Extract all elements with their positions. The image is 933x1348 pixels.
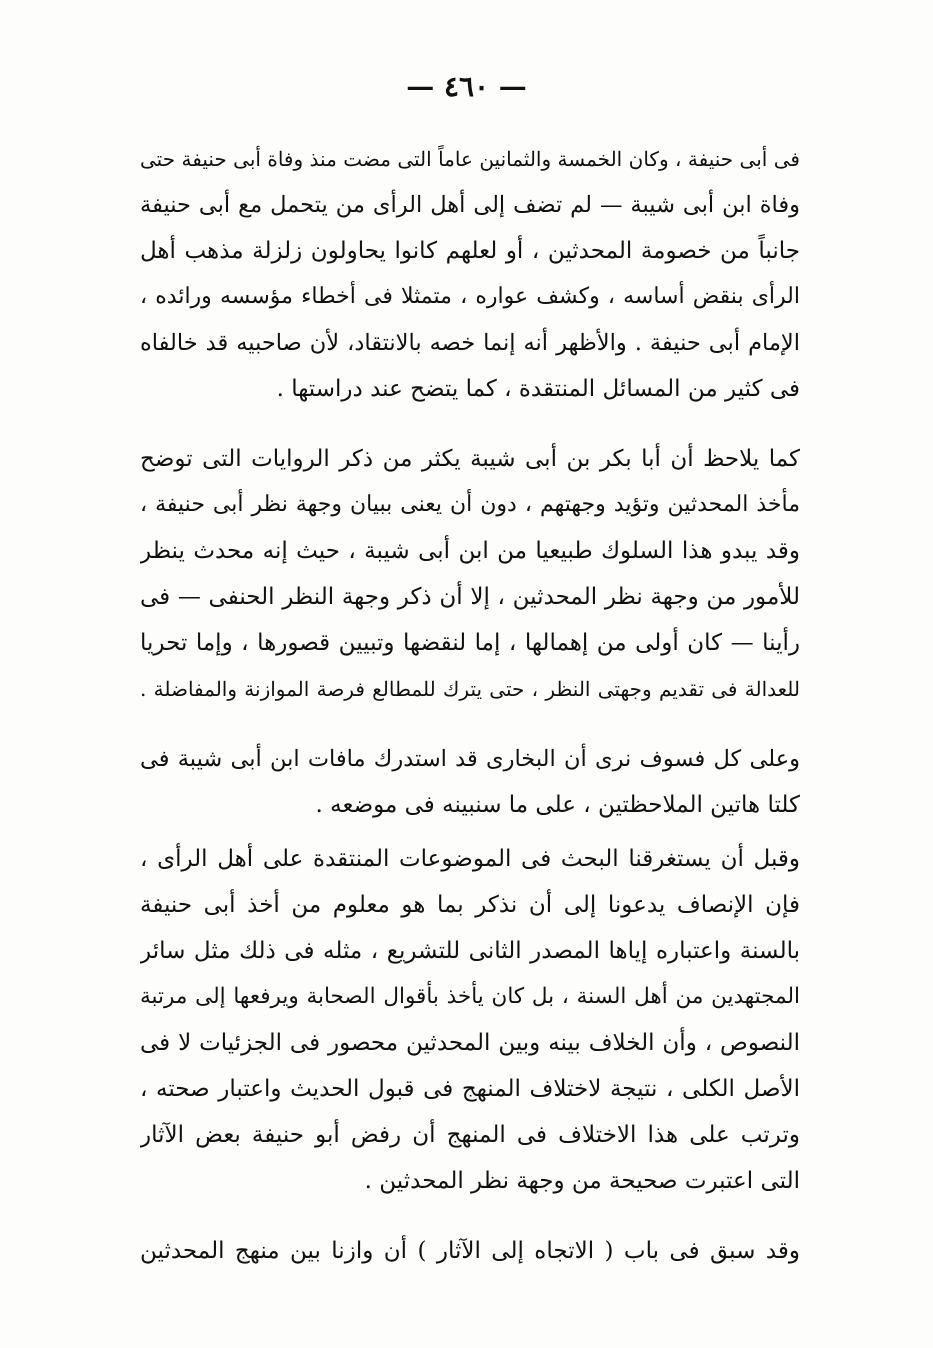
text-line: وقد سبق فى باب ( الاتجاه إلى الآثار ) أن وازنا بين منهج المحدثين — [140, 1238, 800, 1264]
text-line: النصوص ، وأن الخلاف بينه وبين المحدثين محصور فى الجزئيات لا فى — [140, 1030, 800, 1056]
text-line: رأينا — كان أولى من إهمالها ، إما لنقضها وتبيين قصورها ، وإما تحريا — [140, 630, 800, 656]
text-line: كلتا هاتين الملاحظتين ، على ما سنبينه فى موضعه . — [315, 792, 800, 818]
text-line: وقبل أن يستغرقنا البحث فى الموضوعات المنتقدة على أهل الرأى ، — [140, 846, 800, 872]
text-line: جانباً من خصومة المحدثين ، أو لعلهم كانوا يحاولون زلزلة مذهب أهل — [140, 238, 800, 264]
text-line: مأخذ المحدثين وتؤيد وجهتهم ، دون أن يعنى ببيان وجهة نظر أبى حنيفة ، — [140, 492, 800, 517]
text-line: بالسنة واعتباره إياها المصدر الثانى للتشريع ، مثله فى ذلك مثل سائر — [140, 938, 800, 964]
paragraph-3 — [140, 736, 800, 828]
text-line: المجتهدين من أهل السنة ، بل كان يأخذ بأقوال الصحابة ويرفعها إلى مرتبة — [140, 984, 800, 1009]
text-line: للعدالة فى تقديم وجهتى النظر ، حتى يترك للمطالع فرصة الموازنة والمفاضلة . — [140, 677, 800, 701]
text-line: وترتب على هذا الاختلاف فى المنهج أن رفض أبو حنيفة بعض الآثار — [140, 1122, 800, 1148]
paragraph-5 — [140, 1228, 800, 1274]
text-line: التى اعتبرت صحيحة من وجهة نظر المحدثين . — [364, 1168, 800, 1194]
text-line: وقد يبدو هذا السلوك طبيعيا من ابن أبى شيبة ، حيث إنه محدث ينظر — [140, 538, 800, 564]
text-line: فى كثير من المسائل المنتقدة ، كما يتضح عند دراستها . — [276, 376, 800, 402]
text-line: وعلى كل فسوف نرى أن البخارى قد استدرك مافات ابن أبى شيبة فى — [140, 746, 800, 772]
paragraph-2 — [140, 436, 800, 712]
paragraph-4 — [140, 836, 800, 1204]
text-line: وفاة ابن أبى شيبة — لم تضف إلى أهل الرأى من يتحمل مع أبى حنيفة — [140, 192, 800, 218]
page-number: — ٤٦٠ — — [406, 70, 527, 103]
text-line: كما يلاحظ أن أبا بكر بن أبى شيبة يكثر من ذكر الروايات التى توضح — [140, 446, 800, 472]
text-line: الأصل الكلى ، نتيجة لاختلاف المنهج فى قبول الحديث واعتبار صحته ، — [140, 1076, 800, 1102]
paragraph-1 — [140, 136, 800, 412]
text-line: الرأى بنقض أساسه ، وكشف عواره ، متمثلا فى أخطاء مؤسسه ورائده ، — [140, 284, 800, 309]
text-line: فى أبى حنيفة ، وكان الخمسة والثمانين عاماً التى مضت منذ وفاة أبى حنيفة حتى — [140, 147, 800, 171]
text-line: الإمام أبى حنيفة . والأظهر أنه إنما خصه بالانتقاد، لأن صاحبيه قد خالفاه — [140, 330, 800, 356]
text-line: للأمور من وجهة نظر المحدثين ، إلا أن ذكر وجهة النظر الحنفى — فى — [140, 584, 800, 610]
text-line: فإن الإنصاف يدعونا إلى أن نذكر بما هو معلوم من أخذ أبى حنيفة — [140, 892, 800, 918]
